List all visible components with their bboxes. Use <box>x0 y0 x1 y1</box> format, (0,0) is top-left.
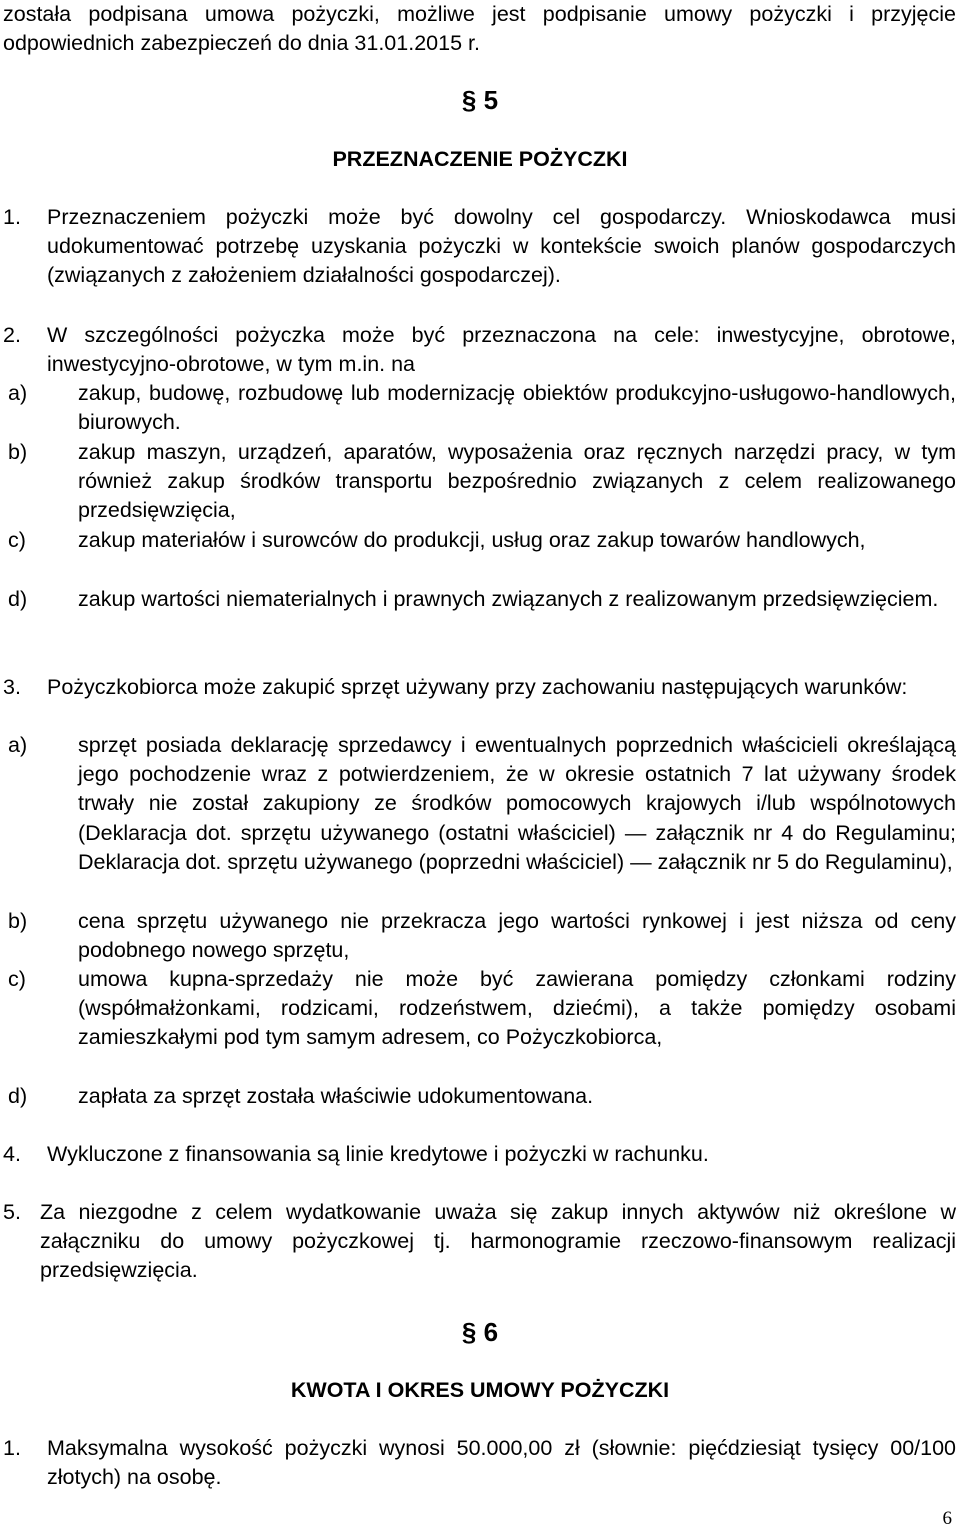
s5-p3-number: 3. <box>3 675 21 699</box>
page-number: 6 <box>942 1508 952 1529</box>
section-6-title: KWOTA I OKRES UMOWY POŻYCZKI <box>290 1378 670 1402</box>
s5-p2-item-a-label: a) <box>8 381 28 405</box>
s5-p5-number: 5. <box>3 1200 21 1224</box>
s5-p2-item-b <box>8 438 956 526</box>
s5-p3-item-b <box>8 907 956 965</box>
s5-p2-item-c-label: c) <box>8 528 26 552</box>
intro-paragraph: została podpisana umowa pożyczki, możliwe jest podpisanie umowy pożyczki i przyjęcie odpowiednich zabezpieczeń do dnia 31.01.2015 r. <box>3 2 956 56</box>
s5-p4-text: Wykluczone z finansowania są linie kredytowe i pożyczki w rachunku. <box>47 1142 709 1166</box>
s5-paragraph-2 <box>0 321 956 379</box>
section-5-sign: § 5 <box>461 85 499 115</box>
s5-p1-number: 1. <box>3 205 21 229</box>
s5-p3-item-b-text: cena sprzętu używanego nie przekracza jego wartości rynkowej i jest niższa od ceny podobnego nowego sprzętu, <box>78 909 956 963</box>
s5-p1-text: Przeznaczeniem pożyczki może być dowolny cel gospodarczy. Wnioskodawca musi udokumentować potrzebę uzyskania pożyczki w kontekście swoich planów gospodarczych (związanych z założeniem działalności gospodarczej). <box>47 205 956 288</box>
s5-paragraph-3 <box>0 673 956 702</box>
s5-p2-item-a-text: zakup, budowę, rozbudowę lub modernizację obiektów produkcyjno-usługowo-handlowych, biurowych. <box>78 381 956 435</box>
s5-paragraph-1 <box>0 203 956 291</box>
s5-p3-item-a-text: sprzęt posiada deklarację sprzedawcy i ewentualnych poprzednich właścicieli określającą jego pochodzenie wraz z potwierdzeniem, że w okresie ostatnich 7 lat używany środek trwały nie został zakupiony ze środków pomocowych krajowych i/lub wspólnotowych (Deklaracja dot. sprzętu używanego (ostatni właściciel) — załącznik nr 4 do Regulaminu; Deklaracja dot. sprzętu używanego (poprzedni właściciel) — załącznik nr 5 do Regulaminu), <box>78 733 956 874</box>
section-5-title: PRZEZNACZENIE POŻYCZKI <box>332 147 628 171</box>
s5-p2-text: W szczególności pożyczka może być przeznaczona na cele: inwestycyjne, obrotowe, inwestycyjno-obrotowe, w tym m.in. na <box>47 323 956 377</box>
s5-paragraph-4 <box>0 1140 956 1169</box>
s5-p3-item-c <box>8 965 956 1053</box>
s5-p3-item-b-label: b) <box>8 909 28 933</box>
s5-p3-item-c-text: umowa kupna-sprzedaży nie może być zawierana pomiędzy członkami rodziny (współmałżonkami, rodzicami, rodzeństwem, dziećmi), a także pomiędzy osobami zamieszkałymi pod tym samym adresem, co Pożyczkobiorca, <box>78 967 956 1050</box>
s5-p2-item-d-text: zakup wartości niematerialnych i prawnych związanych z realizowanym przedsięwzięciem. <box>78 587 939 611</box>
s5-p3-item-a <box>8 731 956 877</box>
s5-p2-item-d <box>8 585 956 614</box>
s6-p1-text: Maksymalna wysokość pożyczki wynosi 50.000,00 zł (słownie: pięćdziesiąt tysięcy 00/100 złotych) na osobę. <box>47 1436 956 1490</box>
s5-p5-text: Za niezgodne z celem wydatkowanie uważa się zakup innych aktywów niż określone w załączniku do umowy pożyczkowej tj. harmonogramie rzeczowo-finansowym realizacji przedsięwzięcia. <box>40 1200 956 1283</box>
s5-p2-item-c <box>8 526 956 555</box>
s5-p3-item-c-label: c) <box>8 967 26 991</box>
s5-p3-item-d <box>8 1082 956 1111</box>
s5-paragraph-5 <box>0 1198 956 1286</box>
s5-p2-item-c-text: zakup materiałów i surowców do produkcji, usług oraz zakup towarów handlowych, <box>78 528 866 552</box>
s6-paragraph-1 <box>0 1434 956 1492</box>
s5-p3-item-d-label: d) <box>8 1084 28 1108</box>
s5-p3-text: Pożyczkobiorca może zakupić sprzęt używany przy zachowaniu następujących warunków: <box>47 675 908 699</box>
s5-p3-item-d-text: zapłata za sprzęt została właściwie udokumentowana. <box>78 1084 594 1108</box>
s5-p4-number: 4. <box>3 1142 21 1166</box>
s6-p1-number: 1. <box>3 1436 21 1460</box>
s5-p2-number: 2. <box>3 323 21 347</box>
s5-p2-item-b-label: b) <box>8 440 28 464</box>
s5-p2-item-d-label: d) <box>8 587 28 611</box>
s5-p3-item-a-label: a) <box>8 733 28 757</box>
section-6-sign: § 6 <box>461 1317 499 1347</box>
s5-p2-item-b-text: zakup maszyn, urządzeń, aparatów, wyposażenia oraz ręcznych narzędzi pracy, w tym również zakup środków transportu bezpośrednio związanych z celem realizowanego przedsięwzięcia, <box>78 440 956 523</box>
s5-p2-item-a <box>8 379 956 437</box>
